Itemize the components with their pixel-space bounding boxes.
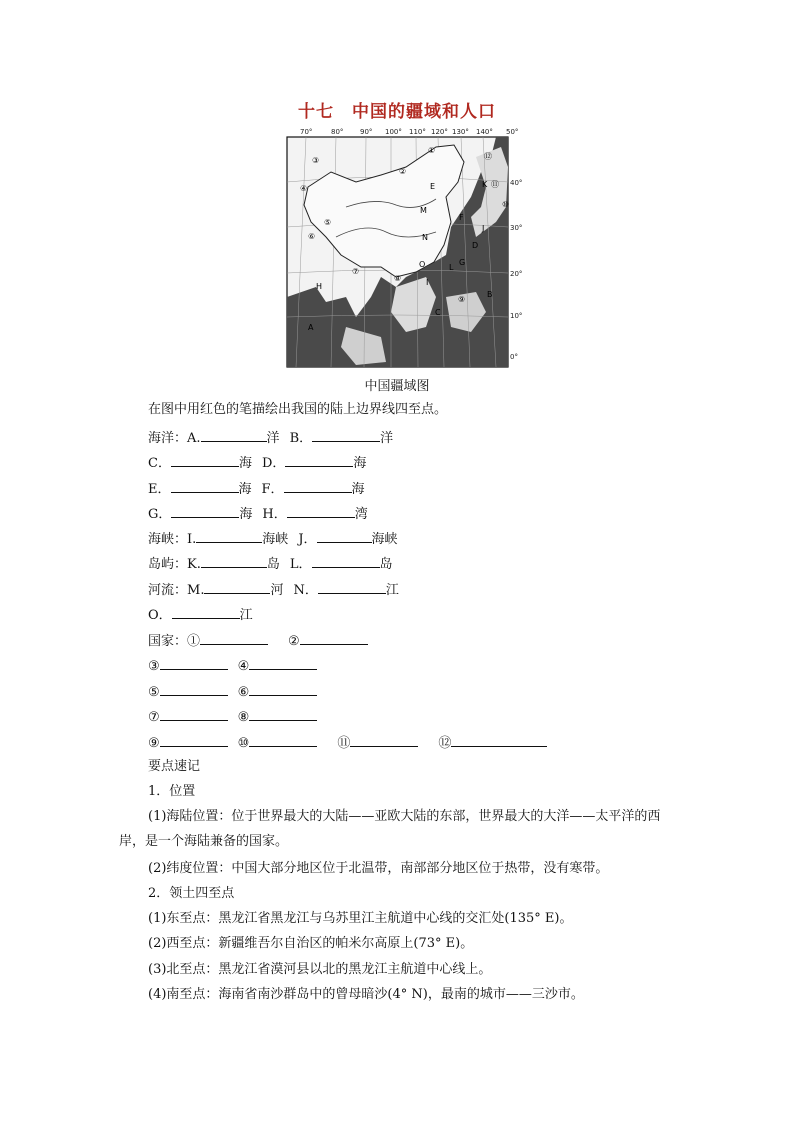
answer-blank[interactable] (287, 503, 355, 518)
paragraph: (4)南至点：海南省南沙群岛中的曾母暗沙(4° N)，最南的城市——三沙市。 (148, 987, 584, 1002)
row-country-2 (148, 655, 317, 676)
map-label: K (482, 180, 488, 189)
answer-blank[interactable] (172, 604, 240, 619)
item-number: ⑫ (438, 736, 452, 751)
item-letter: K. (187, 557, 201, 572)
answer-blank[interactable] (249, 681, 317, 696)
map-label: I (426, 278, 429, 287)
row-label: 国家： (148, 634, 188, 649)
answer-blank[interactable] (285, 452, 353, 467)
item-letter: F． (261, 482, 284, 497)
item-letter: J． (298, 532, 317, 547)
answer-blank[interactable] (171, 503, 239, 518)
answer-blank[interactable] (200, 630, 268, 645)
row-label: 海洋： (148, 431, 188, 446)
item-number: ③ (148, 659, 160, 674)
paragraph: (2)西至点：新疆维吾尔自治区的帕米尔高原上(73° E)。 (148, 936, 474, 951)
lat-tick: 30° (510, 224, 522, 232)
lon-tick: 80° (331, 128, 344, 136)
map-label: ④ (300, 184, 308, 193)
item-number: ⑨ (148, 736, 160, 751)
row-country-5 (148, 732, 547, 753)
item-letter: N． (293, 583, 318, 598)
map-label: ⑩ (502, 200, 510, 209)
row-strait (148, 528, 398, 549)
item-letter: D． (261, 456, 286, 471)
item-number: ⑦ (148, 710, 160, 725)
answer-blank[interactable] (160, 655, 228, 670)
paragraph: (2)纬度位置：中国大部分地区位于北温带，南部部分地区位于热带，没有寒带。 (148, 861, 609, 876)
item-number: ⑧ (237, 710, 250, 725)
paragraph: (1)东至点：黑龙江省黑龙江与乌苏里江主航道中心线的交汇处(135° E)。 (148, 911, 573, 926)
map-label: ⑨ (458, 295, 466, 304)
map-label: L (449, 263, 454, 272)
item-suffix: 海 (239, 507, 253, 522)
item-suffix: 湾 (354, 507, 368, 522)
answer-blank[interactable] (451, 732, 547, 747)
lat-tick: 0° (510, 353, 518, 361)
lon-tick: 100° (385, 128, 402, 136)
item-letter: H． (262, 507, 287, 522)
paragraph: (1)海陆位置：位于世界最大的大陆——亚欧大陆的东部，世界最大的大洋——太平洋的西岸，是一个海陆兼备的国家。 (119, 809, 661, 849)
lon-tick: 130° (452, 128, 469, 136)
item-suffix: 江 (385, 583, 399, 598)
answer-blank[interactable] (300, 630, 368, 645)
lon-tick: 70° (300, 128, 313, 136)
item-letter: G． (148, 507, 172, 522)
map-label: ⑫ (484, 152, 492, 161)
item-suffix: 洋 (266, 431, 280, 446)
row-country-1 (148, 630, 368, 651)
answer-blank[interactable] (318, 579, 386, 594)
row-cd (148, 452, 366, 473)
map-label: D (472, 241, 479, 250)
map-label: O (419, 260, 426, 269)
map-label: ⑪ (491, 180, 499, 189)
map-label: ③ (312, 156, 320, 165)
item-suffix: 岛 (379, 557, 393, 572)
row-label: 河流： (148, 583, 188, 598)
item-letter: I. (187, 532, 197, 547)
answer-blank[interactable] (249, 706, 317, 721)
lon-tick: 120° (431, 128, 448, 136)
map-caption: 中国疆域图 (364, 379, 430, 394)
item-letter: M. (187, 583, 205, 598)
item-suffix: 海峡 (262, 532, 289, 547)
row-gh (148, 503, 368, 524)
item-number: ① (187, 634, 201, 649)
row-country-3 (148, 681, 317, 702)
map-label: J (482, 224, 485, 233)
item-suffix: 海 (353, 456, 367, 471)
lon-tick: 90° (360, 128, 373, 136)
instruction: 在图中用红色的笔描绘出我国的陆上边界线四至点。 (148, 402, 448, 417)
notes-heading: 要点速记 (148, 759, 201, 774)
answer-blank[interactable] (284, 478, 352, 493)
row-ef (148, 478, 365, 499)
map-label: M (420, 206, 427, 215)
item-number: ② (288, 634, 300, 649)
answer-blank[interactable] (249, 732, 317, 747)
paragraph: (3)北至点：黑龙江省漠河县以北的黑龙江主航道中心线上。 (148, 962, 492, 977)
page-title: 十七 中国的疆域和人口 (298, 102, 496, 122)
item-suffix: 洋 (380, 431, 394, 446)
answer-blank[interactable] (350, 732, 418, 747)
row-country-4 (148, 706, 317, 727)
answer-blank[interactable] (160, 732, 228, 747)
item-suffix: 江 (239, 608, 253, 623)
map-label: ⑤ (324, 218, 332, 227)
item-suffix: 海 (238, 456, 252, 471)
answer-blank[interactable] (160, 681, 228, 696)
row-o (148, 604, 253, 625)
lat-tick: 10° (510, 312, 522, 320)
answer-blank[interactable] (312, 427, 380, 442)
lat-tick: 20° (510, 270, 522, 278)
item-suffix: 河 (270, 583, 284, 598)
answer-blank[interactable] (249, 655, 317, 670)
map-label: F (459, 213, 464, 222)
row-ocean (148, 427, 393, 448)
item-suffix: 岛 (266, 557, 280, 572)
answer-blank[interactable] (160, 706, 228, 721)
item-letter: E． (148, 482, 171, 497)
answer-blank[interactable] (196, 528, 262, 543)
map-label: B (487, 290, 493, 299)
item-number: ⑤ (148, 685, 160, 700)
map-label: E (430, 182, 436, 191)
item-letter: B． (289, 431, 313, 446)
lon-tick: 50° (506, 128, 519, 136)
answer-blank[interactable] (171, 452, 239, 467)
china-territory-map (286, 127, 522, 369)
lon-tick: 140° (476, 128, 493, 136)
map-label: A (308, 323, 314, 332)
item-suffix: 海 (351, 482, 365, 497)
item-number: ⑩ (237, 736, 250, 751)
lat-tick: 40° (510, 179, 522, 187)
map-figure (286, 127, 522, 369)
section-title: 2．领土四至点 (148, 886, 235, 901)
map-label: ⑧ (394, 274, 402, 283)
answer-blank[interactable] (201, 427, 267, 442)
map-label: ⑦ (352, 267, 360, 276)
item-suffix: 海峡 (371, 532, 398, 547)
map-label: G (459, 258, 466, 267)
row-label: 海峡： (148, 532, 188, 547)
answer-blank[interactable] (204, 579, 270, 594)
answer-blank[interactable] (317, 528, 372, 543)
item-number: ⑥ (237, 685, 250, 700)
map-label: ② (399, 167, 407, 176)
lon-tick: 110° (409, 128, 426, 136)
map-label: C (435, 308, 441, 317)
row-label: 岛屿： (148, 557, 188, 572)
item-number: ⑪ (337, 736, 351, 751)
row-river (148, 579, 399, 600)
item-letter: A. (187, 431, 201, 446)
answer-blank[interactable] (201, 553, 267, 568)
answer-blank[interactable] (171, 478, 239, 493)
row-island (148, 553, 393, 574)
item-letter: L． (289, 557, 312, 572)
item-number: ④ (237, 659, 250, 674)
map-label: H (316, 282, 323, 291)
map-label: ⑥ (308, 232, 316, 241)
section-title: 1．位置 (148, 784, 196, 799)
item-suffix: 海 (238, 482, 252, 497)
map-label: ① (428, 146, 436, 155)
map-label: N (422, 233, 428, 242)
item-letter: C． (148, 456, 171, 471)
answer-blank[interactable] (312, 553, 380, 568)
item-letter: O． (148, 608, 172, 623)
